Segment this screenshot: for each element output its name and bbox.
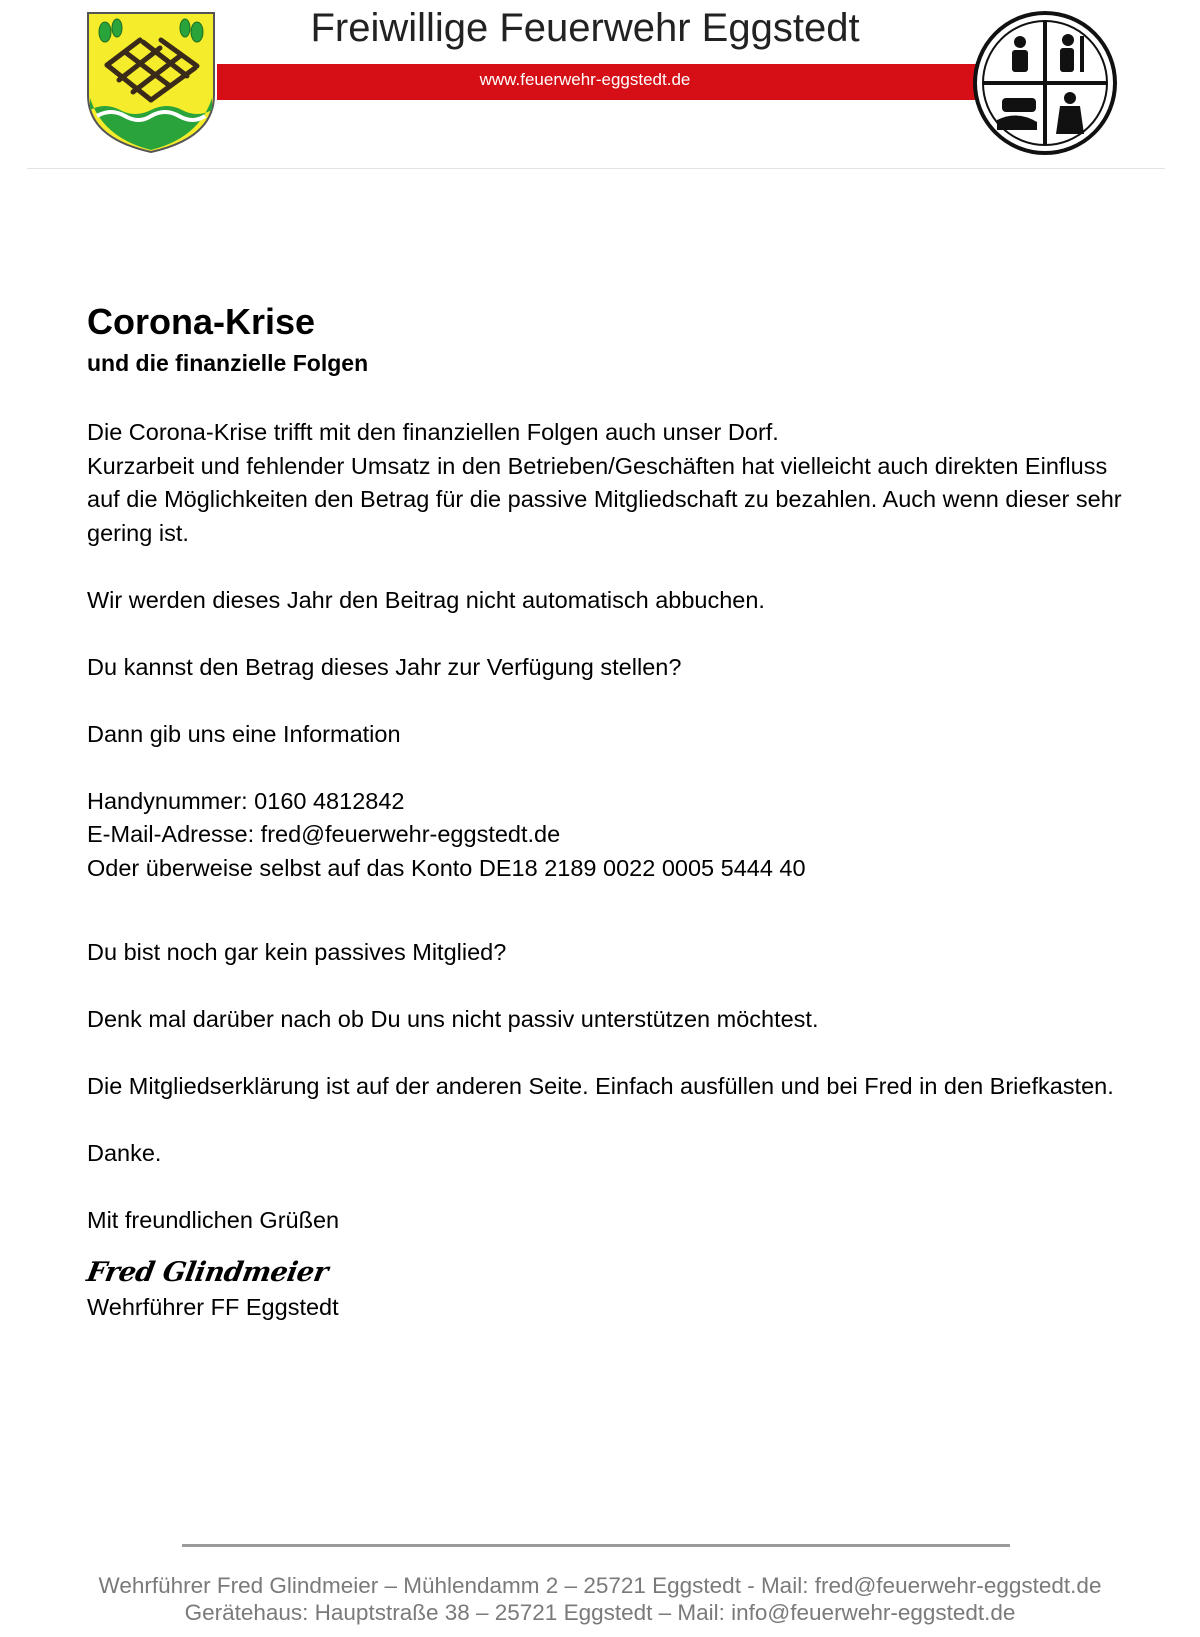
website-url: www.feuerwehr-eggstedt.de	[479, 70, 691, 89]
paragraph-question: Du kannst den Betrag dieses Jahr zur Verfügung stellen?	[87, 653, 682, 680]
municipal-coat-of-arms-icon	[85, 10, 217, 155]
signer-role: Wehrführer FF Eggstedt	[87, 1294, 339, 1320]
letter-title: Corona-Krise	[87, 301, 316, 342]
header-divider	[27, 168, 1165, 169]
footer-line-1: Wehrführer Fred Glindmeier – Mühlendamm 2 – 25721 Eggstedt - Mail: fred@feuerwehr-eggstedt.de	[98, 1573, 1102, 1598]
closing: Mit freundlichen Grüßen	[87, 1206, 340, 1233]
footer-line-2: Gerätehaus: Hauptstraße 38 – 25721 Eggstedt – Mail: info@feuerwehr-eggstedt.de	[184, 1600, 1016, 1625]
paragraph-inform: Dann gib uns eine Information	[87, 720, 401, 747]
bank-account: Oder überweise selbst auf das Konto DE18 2189 0022 0005 5444 40	[87, 854, 806, 881]
letterhead	[0, 0, 1200, 170]
footer-divider	[182, 1544, 1010, 1547]
paragraph-impact: Kurzarbeit und fehlender Umsatz in den Betrieben/Geschäften hat vielleicht auch direkten Einfluss auf die Möglichkeiten den Betrag für die passive Mitgliedschaft zu bezahlen. Auch wenn dieser sehr gering ist.	[87, 452, 1122, 546]
letter-body	[84, 300, 1127, 1324]
paragraph-no-debit: Wir werden dieses Jahr den Beitrag nicht automatisch abbuchen.	[87, 586, 765, 613]
paragraph-not-member: Du bist noch gar kein passives Mitglied?	[87, 938, 507, 965]
signature: Fred Glindmeier	[84, 1257, 331, 1288]
paragraph-membership-form: Die Mitgliedserklärung ist auf der anderen Seite. Einfach ausfüllen und bei Fred in den Briefkasten.	[87, 1072, 1114, 1099]
thanks: Danke.	[87, 1139, 162, 1166]
contact-email: E-Mail-Adresse: fred@feuerwehr-eggstedt.de	[87, 821, 561, 847]
fire-brigade-emblem-icon	[972, 10, 1118, 156]
footer	[0, 1572, 1200, 1626]
paragraph-support: Denk mal darüber nach ob Du uns nicht passiv unterstützen möchtest.	[87, 1005, 819, 1032]
letter-subtitle: und die finanzielle Folgen	[87, 350, 369, 376]
contact-phone: Handynummer: 0160 4812842	[87, 787, 405, 814]
organization-title: Freiwillige Feuerwehr Eggstedt	[310, 6, 860, 50]
paragraph-intro: Die Corona-Krise trifft mit den finanziellen Folgen auch unser Dorf.	[87, 419, 779, 445]
